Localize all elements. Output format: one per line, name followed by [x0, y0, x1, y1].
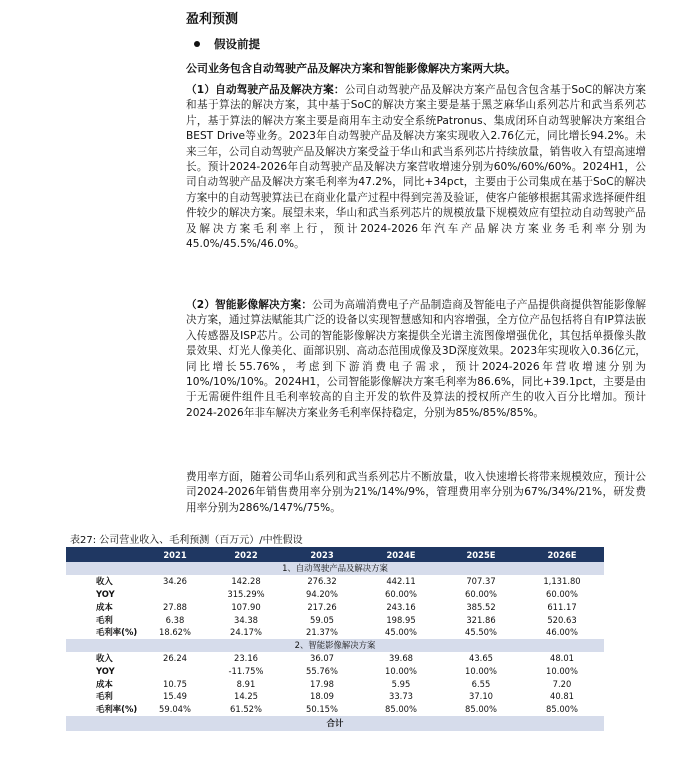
table-cell: 18.09 — [310, 691, 334, 702]
table-caption: 表27: 公司营业收入、毛利预测（百万元）/中性假设 — [70, 535, 303, 546]
section-title: 2、智能影像解决方案 — [66, 639, 604, 652]
table-cell: 8.91 — [236, 678, 256, 689]
table-header-row — [66, 547, 604, 562]
table-row — [66, 588, 604, 601]
table-cell: -11.75% — [228, 665, 264, 676]
paragraph-body: 费用率方面，随着公司华山系列和武当系列芯片不断放量，收入快速增长将带来规模效应，预计公司2024-2026年销售费用率分别为21%/14%/9%，管理费用率分别为67%/34%/21%，研发费用率分别为286%/147%/75%。 — [186, 471, 646, 514]
table-cell: 243.16 — [386, 601, 416, 612]
table-row — [66, 664, 604, 677]
table-cell: 24.17% — [230, 627, 262, 638]
table-cell: 142.28 — [231, 576, 261, 587]
table-cell: 611.17 — [547, 601, 577, 612]
header-cell: 2025E — [442, 547, 520, 562]
table-cell: 48.01 — [550, 652, 574, 663]
table-cell: 45.50% — [465, 627, 497, 638]
paragraph-lead: （1）自动驾驶产品及解决方案： — [186, 84, 345, 96]
table-cell: 23.16 — [234, 652, 258, 663]
autonomous-driving-paragraph — [186, 83, 646, 252]
row-label: 毛利 — [96, 614, 113, 625]
total-row — [66, 716, 604, 731]
table-cell: 55.76% — [306, 665, 338, 676]
table-cell: 6.38 — [165, 614, 185, 625]
table-cell: 94.20% — [306, 588, 338, 599]
table-cell: 17.98 — [310, 678, 334, 689]
table-cell — [142, 588, 208, 601]
table-cell: 10.00% — [465, 665, 497, 676]
table-cell: 10.00% — [385, 665, 417, 676]
table-row — [66, 677, 604, 690]
table-cell: 276.32 — [307, 576, 337, 587]
table-row — [66, 652, 604, 665]
table-cell: 27.88 — [163, 601, 187, 612]
table-cell: 707.37 — [466, 576, 496, 587]
table-cell: 45.00% — [385, 627, 417, 638]
table-cell: 520.63 — [547, 614, 577, 625]
table-cell — [142, 664, 208, 677]
section-row — [66, 639, 604, 652]
row-label: YOY — [96, 665, 115, 676]
table-cell: 85.00% — [465, 704, 497, 715]
row-label: 毛利 — [96, 691, 113, 702]
table-cell: 385.52 — [466, 601, 496, 612]
table-cell: 442.11 — [386, 576, 416, 587]
table-row — [66, 626, 604, 639]
table-row — [66, 600, 604, 613]
table-cell: 321.86 — [466, 614, 496, 625]
table-cell: 21.37% — [306, 627, 338, 638]
table-cell: 107.90 — [231, 601, 261, 612]
table-cell: 43.65 — [469, 652, 493, 663]
table-cell: 10.75 — [163, 678, 187, 689]
table-cell: 60.00% — [546, 588, 578, 599]
expense-paragraph — [186, 470, 646, 516]
section-row — [66, 562, 604, 575]
table-cell: 37.10 — [469, 691, 493, 702]
table-cell: 39.68 — [389, 652, 413, 663]
subheading-text: 假设前提 — [214, 37, 260, 51]
table-cell: 34.26 — [163, 576, 187, 587]
paragraph-body: 公司为高端消费电子产品制造商及智能电子产品提供商提供智能影像解决方案，通过算法赋能其广泛的设备以实现智慧感知和内容增强，全方位产品包括将自有IP算法嵌入传感器及ISP芯片。公司的智能影像解决方案提供全光谱主流图像增强优化，其包括单摄像头散景效果、灯光人像美化、面部识别、高动态范围成像及3D深度效果。2023年实现收入0.36亿元，同比增长55.76%，考虑到下游消费电子需求，预计2024-2026年营收增速分别为10%/10%/10%。2024H1，公司智能影像解决方案毛利率为86.6%，同比+39.1pct，主要是由于无需硬件组件且毛利率较高的自主开发的软件及算法的授权所产生的收入百分比增加。预计2024-2026年非车解决方案业务毛利率保持稳定，分别为85%/85%/85%。 — [186, 299, 647, 419]
row-label: YOY — [96, 588, 115, 599]
table-cell: 60.00% — [385, 588, 417, 599]
header-cell: 2026E — [520, 547, 604, 562]
row-label: 成本 — [96, 678, 113, 689]
row-label: 毛利率(%) — [96, 704, 138, 715]
table-cell: 198.95 — [386, 614, 416, 625]
table-cell: 5.95 — [391, 678, 411, 689]
imaging-paragraph — [186, 298, 646, 421]
table-cell: 61.52% — [230, 704, 262, 715]
table-cell: 15.49 — [163, 691, 187, 702]
section-title: 1、自动驾驶产品及解决方案 — [66, 562, 604, 575]
table-cell: 34.38 — [234, 614, 258, 625]
paragraph-lead: （2）智能影像解决方案： — [186, 299, 313, 311]
table-cell: 1,131.80 — [543, 576, 581, 587]
table-cell: 59.04% — [159, 704, 191, 715]
table-cell: 60.00% — [465, 588, 497, 599]
table-cell: 18.62% — [159, 627, 191, 638]
intro-paragraph: 公司业务包含自动驾驶产品及解决方案和智能影像解决方案两大块。 — [186, 62, 516, 75]
header-cell: 2022 — [208, 547, 284, 562]
table-cell: 217.26 — [307, 601, 337, 612]
header-cell: 2023 — [284, 547, 360, 562]
header-cell — [66, 547, 142, 562]
bullet-icon — [194, 41, 200, 47]
row-label: 毛利率(%) — [96, 627, 138, 638]
table-cell: 10.00% — [546, 665, 578, 676]
table-cell: 6.55 — [471, 678, 491, 689]
table-row — [66, 613, 604, 626]
assumption-subheading — [194, 36, 260, 52]
table-row — [66, 575, 604, 588]
header-cell: 2021 — [142, 547, 208, 562]
header-cell: 2024E — [360, 547, 442, 562]
table-cell: 315.29% — [227, 588, 265, 599]
table-cell: 7.20 — [552, 678, 572, 689]
table-cell: 36.07 — [310, 652, 334, 663]
table-cell: 14.25 — [234, 691, 258, 702]
table-cell: 33.73 — [389, 691, 413, 702]
total-title: 合计 — [66, 716, 604, 731]
row-label: 成本 — [96, 601, 113, 612]
table-row — [66, 690, 604, 703]
table-cell: 46.00% — [546, 627, 578, 638]
table-cell: 26.24 — [163, 652, 187, 663]
table-cell: 40.81 — [550, 691, 574, 702]
section-heading: 盈利预测 — [186, 12, 239, 27]
row-label: 收入 — [96, 576, 113, 587]
table-cell: 50.15% — [306, 704, 338, 715]
table-cell: 85.00% — [385, 704, 417, 715]
paragraph-body: 公司自动驾驶产品及解决方案产品包含包含基于SoC的解决方案和基于算法的解决方案，其中基于SoC的解决方案主要是基于黑芝麻华山系列芯片和武当系列芯片，基于算法的解决方案主要是商用车主动安全系统Patronus、集成闭环自动驾驶解决方案组合BEST Drive等业务。2023年自动驾驶产品及解决方案实现收入2.76亿元，同比增长94.2%。未来三年，公司自动驾驶产品及解决方案受益于华山和武当系列芯片持续放量，销售收入有望高速增长。预计2024-2026年自动驾驶产品及解决方案营收增速分别为60%/60%/60%。2024H1，公司自动驾驶产品及解决方案毛利率为47.2%，同比+34pct，主要由于公司集成在基于SoC的解决方案中的自动驾驶算法已在商业化量产过程中得到完善及验证，使客户能够根据其需求选择硬件组件较少的解决方案。展望未来，华山和武当系列芯片的规模放量下规模效应有望拉动自动驾驶产品及解决方案毛利率上行，预计2024-2026年汽车产品解决方案业务毛利率分别为45.0%/45.5%/46.0%。 — [186, 84, 646, 251]
table-cell: 59.05 — [310, 614, 334, 625]
forecast-table — [66, 547, 604, 731]
table-row — [66, 703, 604, 716]
row-label: 收入 — [96, 652, 113, 663]
table-cell: 85.00% — [546, 704, 578, 715]
